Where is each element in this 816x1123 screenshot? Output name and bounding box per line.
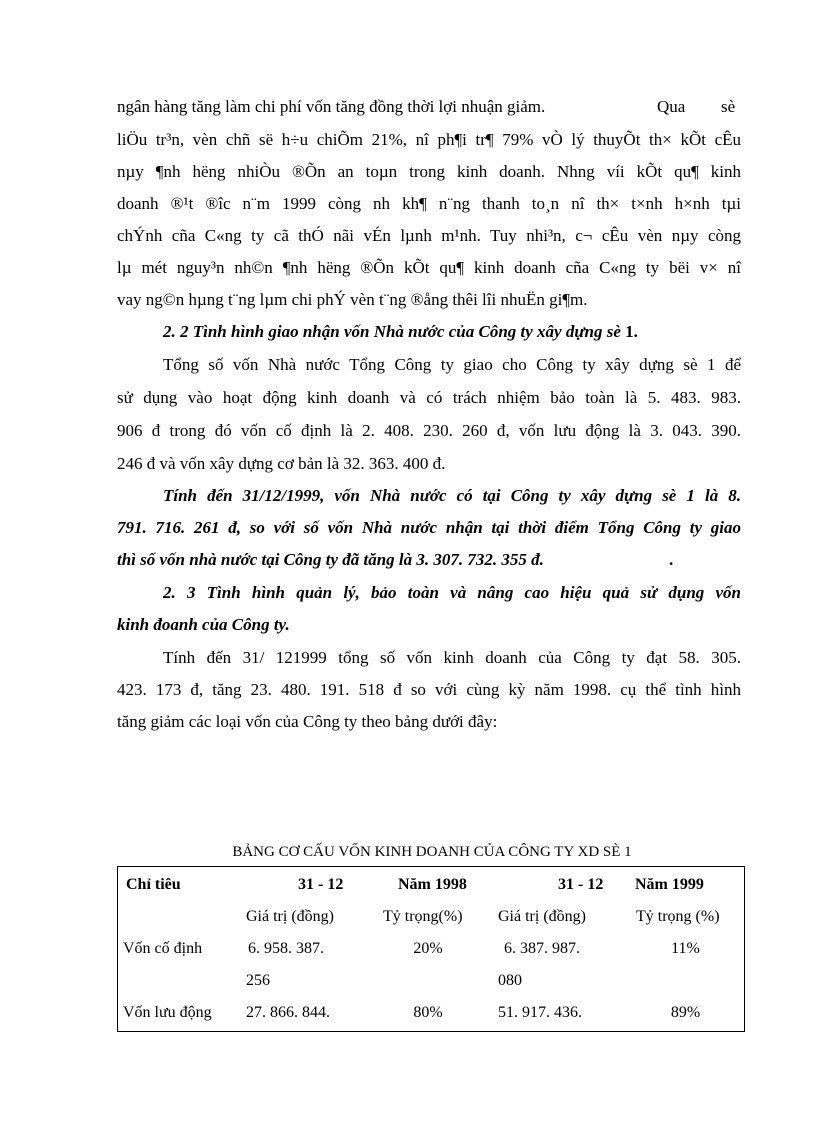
row-value-1998: 27. 866. 844.	[246, 1004, 330, 1021]
paragraph-line: 423. 173 đ, tăng 23. 480. 191. 518 đ so với cùng kỳ năm 1998. cụ thể tình hình	[117, 680, 741, 699]
subheader-share-1999: Tỷ trọng (%)	[636, 908, 720, 925]
text-segment: sè	[721, 97, 736, 116]
capital-structure-table	[117, 866, 745, 1032]
header-date-1999: 31 - 12	[558, 876, 604, 893]
subheader-value-1998: Giá trị (đồng)	[246, 908, 334, 925]
row-share-1998: 80%	[413, 1004, 443, 1021]
paragraph-line: 246 đ và vốn xây dựng cơ bản là 32. 363. 400 đ.	[117, 454, 446, 473]
paragraph-line: sử dụng vào hoạt động kinh doanh và có trách nhiệm bảo toàn là 5. 483. 983.	[117, 388, 741, 407]
subheader-share-1998: Tỷ trọng(%)	[383, 908, 463, 925]
text-segment: Qua	[657, 97, 686, 116]
text-segment: ngân hàng tăng làm chi phí vốn tăng đồng thời lợi nhuận giảm.	[117, 97, 546, 116]
heading-number: 1.	[620, 322, 638, 341]
row-share-1999: 11%	[671, 940, 700, 957]
paragraph-line: nµy ¶nh hëng nhiÒu ®Õn an toµn trong kinh doanh. Nhng víi kÕt qu¶ kinh	[117, 162, 741, 181]
paragraph-line	[117, 97, 741, 117]
header-year-1998: Năm 1998	[398, 876, 467, 893]
paragraph-line: lµ mét nguy³n nh©n ¶nh hëng ®Õn kÕt qu¶ kinh doanh cña C«ng ty bëi v× nî	[117, 258, 741, 277]
section-heading: kinh đoanh của Công ty.	[117, 615, 290, 634]
table-title: BẢNG CƠ CẤU VỐN KINH DOANH CỦA CÔNG TY XD SÈ 1	[232, 844, 632, 860]
trailing-dot: .	[669, 550, 674, 569]
header-indicator: Chỉ tiêu	[126, 876, 181, 893]
paragraph-line: tăng giảm các loại vốn của Công ty theo bảng dưới đây:	[117, 712, 498, 731]
emphasis-line	[117, 550, 741, 570]
row-value-1999-cont: 080	[498, 972, 522, 989]
paragraph-line: vay ng©n hµng t¨ng lµm chi phÝ vèn t¨ng ®ång thêi lîi nhuËn gi¶m.	[117, 290, 588, 309]
section-heading: 2. 3 Tình hình quản lý, bảo toàn và nâng cao hiệu quả sử dụng vốn	[163, 583, 741, 602]
paragraph-line: liÖu tr³n, vèn chñ së h÷u chiÕm 21%, nî ph¶i tr¶ 79% vÒ lý thuyÕt th× kÕt cÊu	[117, 130, 741, 149]
row-value-1999: 51. 917. 436.	[498, 1004, 582, 1021]
emphasis-line: Tính đến 31/12/1999, vốn Nhà nước có tại Công ty xây dựng sè 1 là 8.	[163, 486, 741, 505]
row-name: Vốn cố định	[123, 940, 203, 957]
paragraph-line: Tổng số vốn Nhà nước Tổng Công ty giao cho Công ty xây dựng sè 1 để	[163, 355, 741, 374]
row-share-1999: 89%	[670, 1004, 701, 1021]
row-share-1998: 20%	[413, 940, 443, 957]
row-value-1998-cont: 256	[246, 972, 270, 989]
paragraph-line: 906 đ trong đó vốn cố định là 2. 408. 230. 260 đ, vốn lưu động là 3. 043. 390.	[117, 421, 741, 440]
paragraph-line: doanh ®¹t ®îc n¨m 1999 còng nh kh¶ n¨ng thanh to¸n nî th× t×nh h×nh tµi	[117, 194, 741, 213]
row-value-1999: 6. 387. 987.	[504, 940, 580, 957]
paragraph-line: Tính đến 31/ 121999 tổng số vốn kinh doanh của Công ty đạt 58. 305.	[163, 648, 741, 667]
row-value-1998: 6. 958. 387.	[248, 940, 324, 957]
header-date-1998: 31 - 12	[298, 876, 344, 893]
emphasis-line: 791. 716. 261 đ, so với số vốn Nhà nước nhận tại thời điểm Tổng Công ty giao	[117, 518, 741, 537]
header-year-1999: Năm 1999	[635, 876, 704, 893]
section-heading	[163, 322, 741, 342]
row-name: Vốn lưu động	[123, 1004, 212, 1021]
emphasis-text: thì số vốn nhà nước tại Công ty đã tăng là 3. 307. 732. 355 đ.	[117, 550, 544, 569]
paragraph-line: chÝnh cña C«ng ty cã thÓ nãi vÉn lµnh m¹nh. Tuy nhi³n, c¬ cÊu vèn nµy còng	[117, 226, 741, 245]
heading-text: 2. 2 Tình hình giao nhận vốn Nhà nước của Công ty xây dựng sè	[163, 322, 621, 341]
subheader-value-1999: Giá trị (đồng)	[498, 908, 586, 925]
